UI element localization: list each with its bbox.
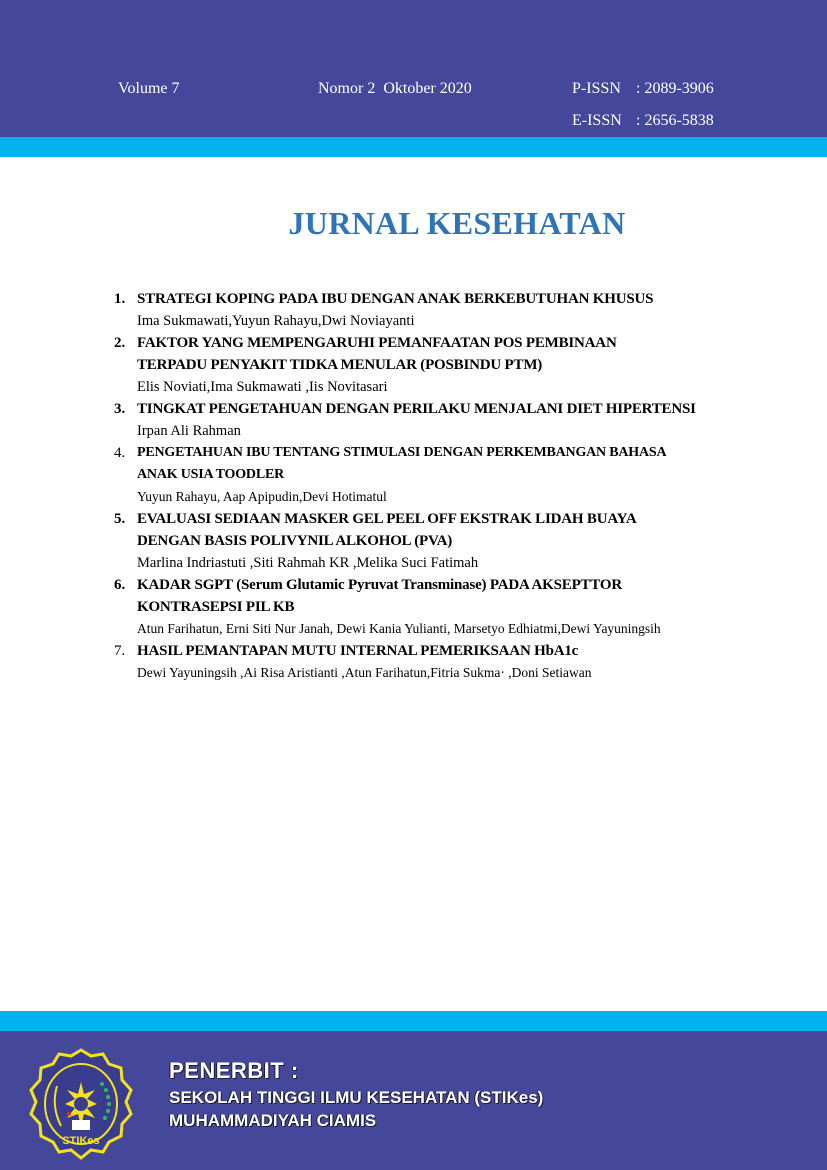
toc-item [114, 332, 814, 398]
toc-item-authors: Ima Sukmawati,Yuyun Rahayu,Dwi Noviayanti [137, 313, 415, 329]
toc-item-authors: Irpan Ali Rahman [137, 423, 241, 439]
stikes-emblem-icon [29, 1048, 133, 1160]
toc-item-title-continued: ANAK USIA TOODLER [137, 467, 285, 482]
p-issn-value: : 2089-3906 [636, 80, 714, 97]
toc-item-authors: Dewi Yayuningsih ,Ai Risa Aristianti ,Atun Farihatun,Fitria Sukma· ,Doni Setiawan [137, 665, 592, 680]
e-issn-label: E-ISSN [572, 112, 622, 129]
toc-item [114, 442, 814, 508]
toc-item-number: 3. [114, 401, 126, 417]
toc-item-title: EVALUASI SEDIAAN MASKER GEL PEEL OFF EKSTRAK LIDAH BUAYA [137, 511, 637, 527]
footer-stripe [0, 1011, 827, 1031]
toc-item-number: 1. [114, 291, 126, 307]
toc-item-title-continued: TERPADU PENYAKIT TIDKA MENULAR (POSBINDU PTM) [137, 357, 543, 373]
toc-item-title: PENGETAHUAN IBU TENTANG STIMULASI DENGAN PERKEMBANGAN BAHASA [137, 445, 667, 460]
stikes-logo [29, 1048, 133, 1160]
header-stripe [0, 137, 827, 157]
journal-title: JURNAL KESEHATAN [288, 205, 626, 241]
issue-label: Nomor 2 Oktober 2020 [318, 80, 472, 97]
toc-item-authors: Marlina Indriastuti ,Siti Rahmah KR ,Melika Suci Fatimah [137, 555, 479, 571]
svg-text:STIKes: STIKes [62, 1135, 100, 1147]
publisher-name-line2: MUHAMMADIYAH CIAMIS [169, 1111, 377, 1130]
toc-item [114, 398, 814, 442]
toc-item-number: 7. [114, 643, 126, 659]
toc-item [114, 508, 814, 574]
toc-item-title: HASIL PEMANTAPAN MUTU INTERNAL PEMERIKSAAN HbA1c [137, 643, 579, 659]
toc-item-title: STRATEGI KOPING PADA IBU DENGAN ANAK BERKEBUTUHAN KHUSUS [137, 291, 654, 307]
toc-item-authors: Atun Farihatun, Erni Siti Nur Janah, Dewi Kania Yulianti, Marsetyo Edhiatmi,Dewi Yayuningsih [137, 621, 661, 636]
toc-item [114, 288, 814, 332]
toc-item-number: 2. [114, 335, 126, 351]
volume-label: Volume 7 [118, 80, 180, 97]
toc-item-number: 5. [114, 511, 126, 527]
toc-item-authors: Yuyun Rahayu, Aap Apipudin,Devi Hotimatul [137, 489, 387, 504]
e-issn-value: : 2656-5838 [636, 112, 714, 129]
toc-item-number: 4. [114, 445, 126, 461]
toc-item [114, 574, 814, 640]
toc-item-title-continued: KONTRASEPSI PIL KB [137, 599, 295, 615]
toc-item [114, 640, 814, 684]
p-issn-label: P-ISSN [572, 80, 621, 97]
table-of-contents [114, 288, 814, 684]
toc-item-number: 6. [114, 577, 126, 593]
toc-item-title-continued: DENGAN BASIS POLIVYNIL ALKOHOL (PVA) [137, 533, 453, 549]
toc-item-title: FAKTOR YANG MEMPENGARUHI PEMANFAATAN POS PEMBINAAN [137, 335, 617, 351]
toc-item-title: TINGKAT PENGETAHUAN DENGAN PERILAKU MENJALANI DIET HIPERTENSI [137, 401, 696, 417]
publisher-label: PENERBIT : [169, 1058, 299, 1083]
toc-item-authors: Elis Noviati,Ima Sukmawati ,Iis Novitasari [137, 379, 388, 395]
publisher-name-line1: SEKOLAH TINGGI ILMU KESEHATAN (STIKes) [169, 1088, 544, 1107]
toc-item-title: KADAR SGPT (Serum Glutamic Pyruvat Transminase) PADA AKSEPTTOR [137, 577, 622, 593]
